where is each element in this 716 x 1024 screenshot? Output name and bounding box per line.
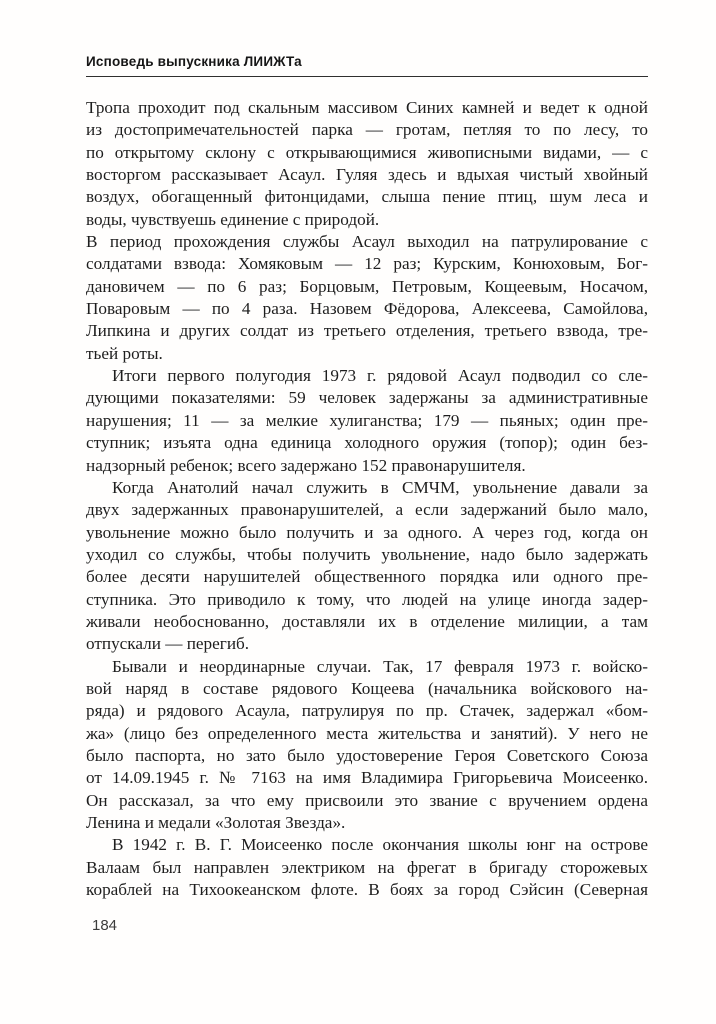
text-line: восторгом рассказывает Асаул. Гуляя здесь и вдыхая чистый хвойный — [86, 165, 648, 185]
text-line: двух задержанных правонарушителей, а если задержаний было мало, — [86, 500, 648, 520]
header-rule — [86, 76, 648, 77]
text-line: увольнение можно было получить и за одного. А через год, когда он — [86, 522, 648, 542]
text-line: воды, чувствуешь единение с природой. — [86, 209, 380, 229]
text-line: Когда Анатолий начал служить в СМЧМ, увольнение давали за — [112, 477, 648, 497]
text-line: ступника. Это приводило к тому, что людей на улице иногда задер- — [86, 589, 648, 609]
text-line: В 1942 г. В. Г. Моисеенко после окончания школы юнг на острове — [112, 835, 648, 855]
text-line: надзорный ребенок; всего задержано 152 правонарушителя. — [86, 455, 526, 475]
text-line: более десяти нарушителей общественного порядка или одного пре- — [86, 567, 648, 587]
text-line: Липкина и других солдат из третьего отделения, третьего взвода, тре- — [86, 321, 648, 341]
text-line: отпускали — перегиб. — [86, 634, 250, 654]
text-line: дующими показателями: 59 человек задержаны за административные — [86, 388, 648, 408]
text-line: вой наряд в составе рядового Кощеева (начальника войскового на- — [86, 678, 648, 698]
text-line: ряда) и рядового Асаула, патрулируя по пр. Стачек, задержал «бом- — [86, 701, 648, 721]
running-header: Исповедь выпускника ЛИИЖТа — [86, 54, 302, 69]
text-line: по открытому склону с открывающимися живописными видами, — с — [86, 142, 648, 162]
body-text — [86, 97, 648, 901]
text-line: Тропа проходит под скальным массивом Синих камней и ведет к одной — [86, 98, 648, 117]
text-line: Итоги первого полугодия 1973 г. рядовой Асаул подводил со сле- — [112, 366, 648, 386]
text-line: дановичем — по 6 раз; Борцовым, Петровым, Кощеевым, Носачом, — [86, 276, 648, 296]
text-line: Бывали и неординарные случаи. Так, 17 февраля 1973 г. войско- — [112, 656, 648, 676]
text-line: Ленина и медали «Золотая Звезда». — [86, 813, 346, 832]
text-line: ступник; изъята одна единица холодного оружия (топор); один без- — [86, 433, 648, 453]
text-line: от 14.09.1945 г. № 7163 на имя Владимира Григорьевича Моисеенко. — [86, 768, 648, 788]
text-line: живали необоснованно, доставляли их в отделение милиции, а там — [86, 611, 648, 631]
text-line: было паспорта, но зато было удостоверение Героя Советского Союза — [86, 745, 648, 765]
page-number: 184 — [92, 917, 118, 934]
text-line: Поваровым — по 4 раза. Назовем Фёдорова, Алексеева, Самойлова, — [86, 299, 648, 319]
text-line: кораблей на Тихоокеанском флоте. В боях за город Сэйсин (Северная — [86, 880, 648, 900]
text-line: Валаам был направлен электриком на фрегат в бригаду сторожевых — [86, 857, 648, 877]
text-line: жа» (лицо без определенного места жительства и занятий). У него не — [86, 723, 648, 743]
text-line: тьей роты. — [86, 343, 163, 363]
text-line: В период прохождения службы Асаул выходил на патрулирование с — [86, 232, 648, 252]
text-line: воздух, обогащенный фитонцидами, слыша пение птиц, шум леса и — [86, 187, 648, 207]
text-line: солдатами взвода: Хомяковым — 12 раз; Курским, Конюховым, Бог- — [86, 254, 648, 274]
text-line: нарушения; 11 — за мелкие хулиганства; 179 — пьяных; один пре- — [86, 410, 648, 430]
text-line: уходил со службы, чтобы получить увольнение, надо было задержать — [86, 544, 648, 564]
text-line: Он рассказал, за что ему присвоили это звание с вручением ордена — [86, 790, 648, 810]
text-line: из достопримечательностей парка — гротам, петляя то по лесу, то — [86, 120, 648, 140]
